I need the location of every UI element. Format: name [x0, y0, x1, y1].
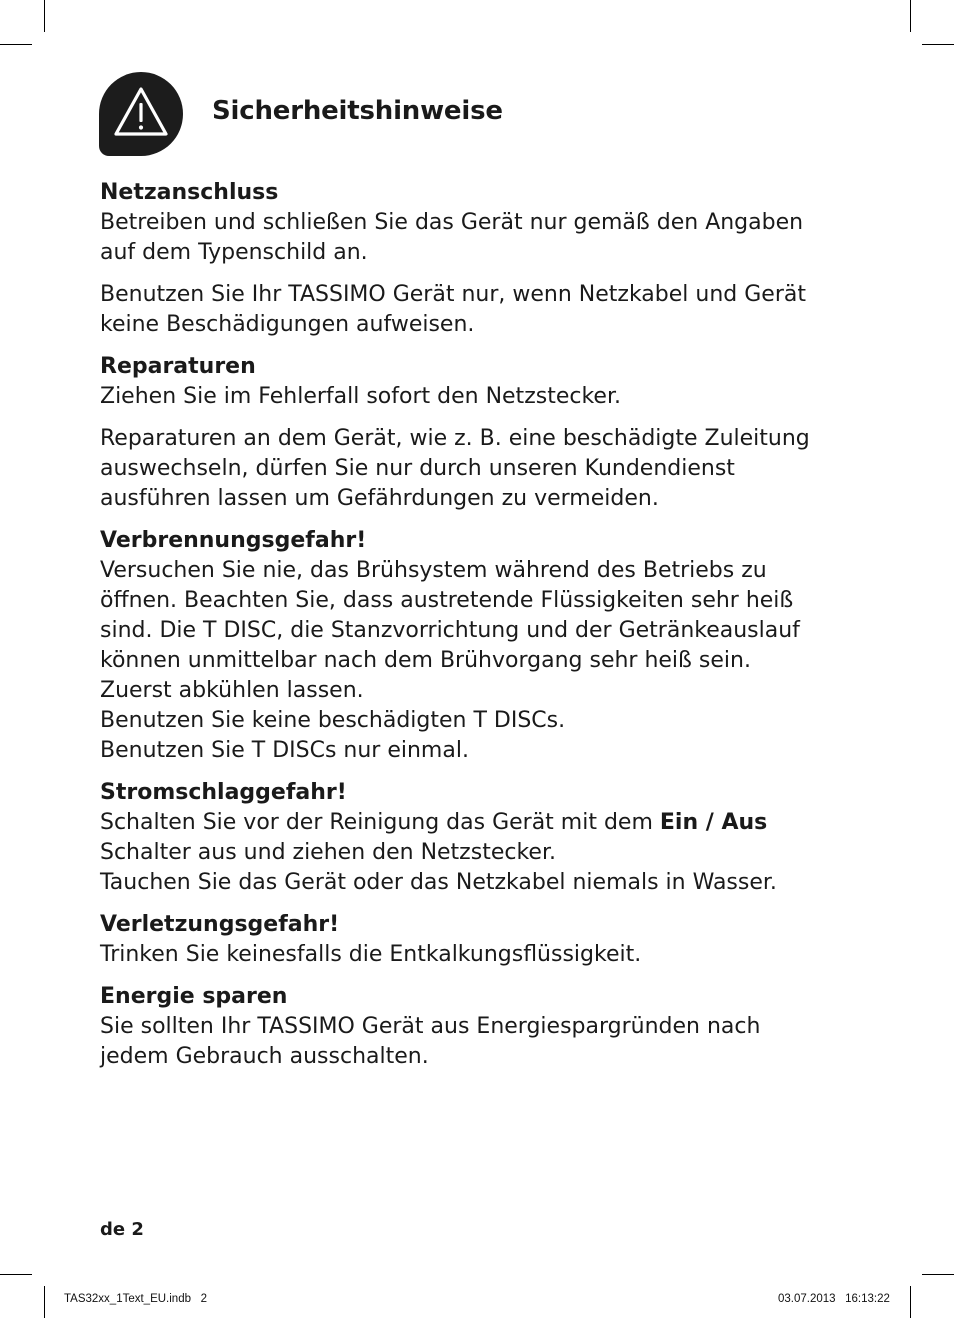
text-line: sind. Die T DISC, die Stanzvorrichtung und der Getränkeauslauf: [100, 618, 800, 643]
safety-content: [100, 178, 870, 1084]
paragraph: [100, 280, 870, 340]
text-line: Benutzen Sie keine beschädigten T DISCs.: [100, 708, 566, 733]
text-line: auswechseln, dürfen Sie nur durch unseren Kundendienst: [100, 456, 735, 481]
section-heading: Stromschlaggefahr!: [100, 780, 347, 805]
print-slug-filename: TAS32xx_1Text_EU.indb 2: [64, 1293, 207, 1305]
crop-mark: [0, 44, 32, 45]
text-line: jedem Gebrauch ausschalten.: [100, 1044, 429, 1069]
section-heading: Verbrennungsgefahr!: [100, 528, 367, 553]
section-reparaturen: [100, 352, 870, 514]
switch-name: Ein / Aus: [659, 810, 768, 835]
page-title: Sicherheitshinweise: [212, 96, 503, 126]
section-heading: Netzanschluss: [100, 180, 279, 205]
crop-mark: [0, 1274, 32, 1275]
section-verletzungsgefahr: [100, 910, 870, 970]
text-fragment: Schalten Sie vor der Reinigung das Gerät mit dem: [100, 810, 660, 835]
text-line: keine Beschädigungen aufweisen.: [100, 312, 475, 337]
text-line: Zuerst abkühlen lassen.: [100, 678, 364, 703]
print-slug-timestamp: 03.07.2013 16:13:22: [778, 1293, 890, 1305]
text-line: Tauchen Sie das Gerät oder das Netzkabel niemals in Wasser.: [100, 870, 777, 895]
text-line: ausführen lassen um Gefährdungen zu vermeiden.: [100, 486, 659, 511]
section-heading: Reparaturen: [100, 354, 256, 379]
text-line: Trinken Sie keinesfalls die Entkalkungsflüssigkeit.: [100, 942, 642, 967]
paragraph: [100, 424, 870, 514]
page-number: de 2: [100, 1219, 144, 1240]
text-line: Benutzen Sie Ihr TASSIMO Gerät nur, wenn Netzkabel und Gerät: [100, 282, 806, 307]
section-heading: Verletzungsgefahr!: [100, 912, 340, 937]
text-line: Ziehen Sie im Fehlerfall sofort den Netzstecker.: [100, 384, 621, 409]
crop-mark: [44, 1286, 45, 1318]
crop-mark: [910, 0, 911, 32]
warning-badge: [99, 72, 183, 156]
section-energie-sparen: [100, 982, 870, 1072]
crop-mark: [922, 44, 954, 45]
text-line: Betreiben und schließen Sie das Gerät nur gemäß den Angaben: [100, 210, 804, 235]
crop-mark: [922, 1274, 954, 1275]
text-line: Reparaturen an dem Gerät, wie z. B. eine beschädigte Zuleitung: [100, 426, 810, 451]
text-line: können unmittelbar nach dem Brühvorgang sehr heiß sein.: [100, 648, 751, 673]
warning-triangle-icon: [99, 72, 183, 156]
crop-mark: [910, 1286, 911, 1318]
section-netzanschluss: [100, 178, 870, 340]
text-line: Sie sollten Ihr TASSIMO Gerät aus Energiespargründen nach: [100, 1014, 761, 1039]
text-line: öffnen. Beachten Sie, dass austretende Flüssigkeiten sehr heiß: [100, 588, 794, 613]
section-verbrennungsgefahr: [100, 526, 870, 766]
text-line: [100, 808, 870, 838]
text-line: auf dem Typenschild an.: [100, 240, 368, 265]
text-line: Benutzen Sie T DISCs nur einmal.: [100, 738, 469, 763]
crop-mark: [44, 0, 45, 32]
section-heading: Energie sparen: [100, 984, 288, 1009]
section-stromschlaggefahr: [100, 778, 870, 898]
text-line: Versuchen Sie nie, das Brühsystem während des Betriebs zu: [100, 558, 767, 583]
text-line: Schalter aus und ziehen den Netzstecker.: [100, 840, 556, 865]
